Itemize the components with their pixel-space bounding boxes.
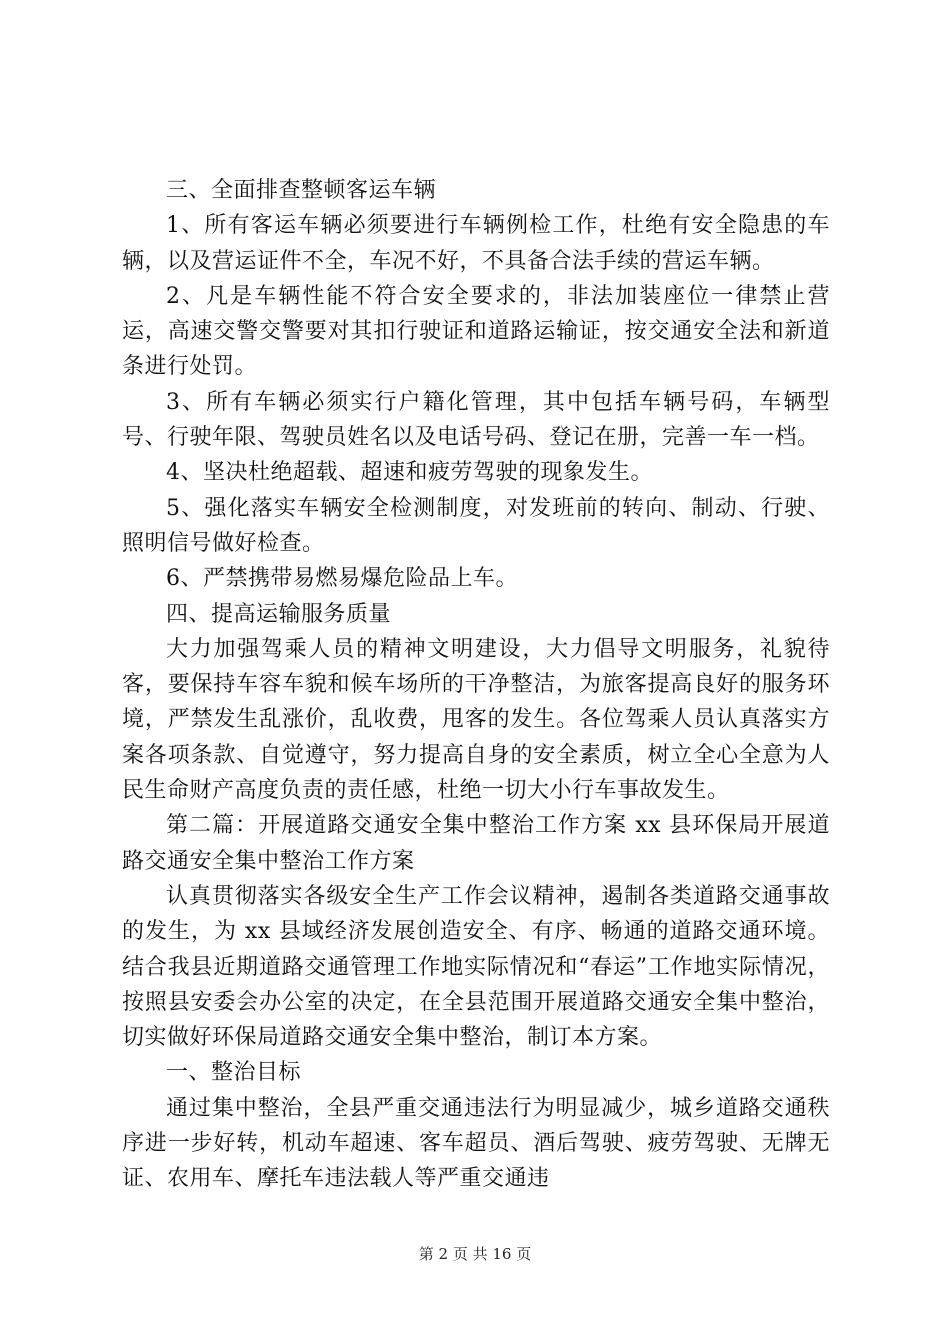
chapter-title-2: 第二篇：开展道路交通安全集中整治工作方案 xx 县环保局开展道路交通安全集中整治工作方案 [122, 813, 830, 874]
page-number-footer: 第 2 页 共 16 页 [418, 1245, 532, 1263]
paragraph-item-2: 2、凡是车辆性能不符合安全要求的，非法加装座位一律禁止营运，高速交警交警要对其扣行驶证和道路运输证，按交通安全法和新道条进行处罚。 [122, 283, 830, 380]
section-heading-4: 四、提高运输服务质量 [166, 601, 392, 627]
paragraph-item-6: 6、严禁携带易燃易爆危险品上车。 [166, 566, 518, 592]
paragraph-intro: 认真贯彻落实各级安全生产工作会议精神，遏制各类道路交通事故的发生，为 xx 县域经济发展创造安全、有序、畅通的道路交通环境。结合我县近期道路交通管理工作地实际情况和“春运”工作地实际情况，按照县安委会办公室的决定，在全县范围开展道路交通安全集中整治，切实做好环保局道路交通安全集中整治，制订本方案。 [122, 883, 830, 1051]
paragraph-service-quality: 大力加强驾乘人员的精神文明建设，大力倡导文明服务，礼貌待客，要保持车容车貌和候车场所的干净整洁，为旅客提高良好的服务环境，严禁发生乱涨价，乱收费，甩客的发生。各位驾乘人员认真落实方案各项条款、自觉遵守，努力提高自身的安全素质，树立全心全意为人民生命财产高度负责的责任感，杜绝一切大小行车事故发生。 [122, 636, 830, 804]
section-heading-goals: 一、整治目标 [166, 1060, 302, 1086]
document-body [122, 173, 830, 1197]
section-heading-3: 三、全面排查整顿客运车辆 [166, 178, 437, 203]
paragraph-item-4: 4、坚决杜绝超载、超速和疲劳驾驶的现象发生。 [166, 460, 653, 486]
paragraph-goals: 通过集中整治，全县严重交通违法行为明显减少，城乡道路交通秩序进一步好转，机动车超速、客车超员、酒后驾驶、疲劳驾驶、无牌无证、农用车、摩托车违法载人等严重交通违 [122, 1095, 830, 1192]
paragraph-item-3: 3、所有车辆必须实行户籍化管理，其中包括车辆号码，车辆型号、行驶年限、驾驶员姓名以及电话号码、登记在册，完善一车一档。 [122, 389, 830, 451]
paragraph-item-1: 1、所有客运车辆必须要进行车辆例检工作，杜绝有安全隐患的车辆，以及营运证件不全，车况不好，不具备合法手续的营运车辆。 [122, 213, 830, 274]
paragraph-item-5: 5、强化落实车辆安全检测制度，对发班前的转向、制动、行驶、照明信号做好检查。 [122, 495, 830, 556]
